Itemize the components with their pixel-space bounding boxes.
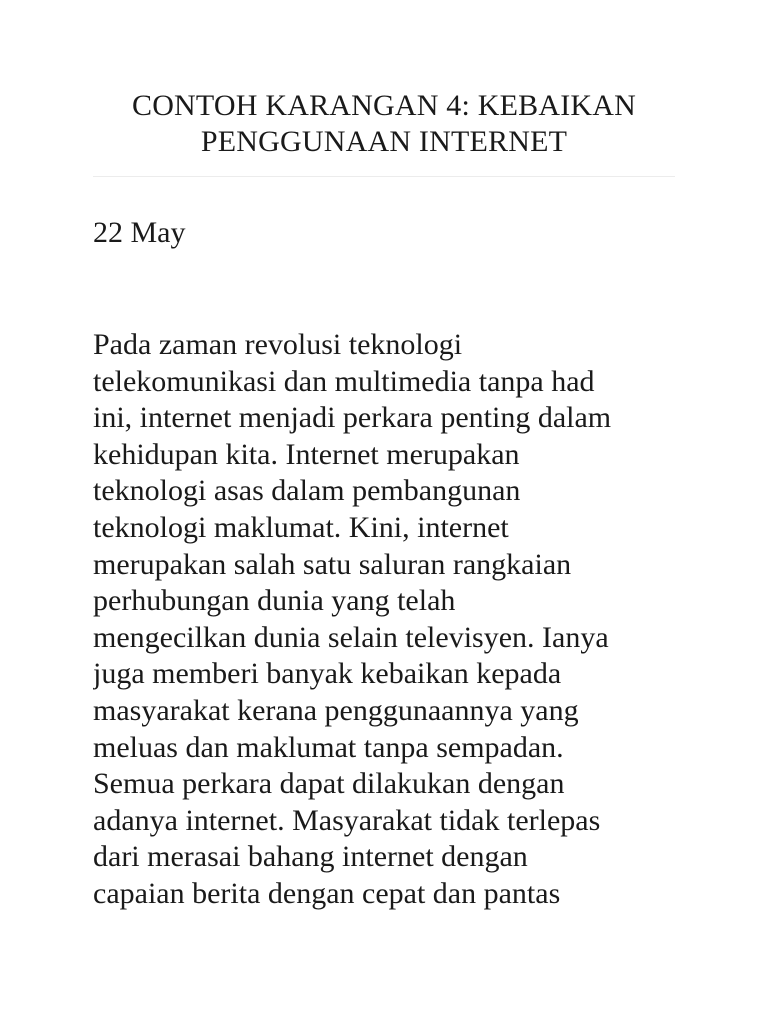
- body-line: juga memberi banyak kebaikan kepada: [93, 657, 562, 691]
- body-line: adanya internet. Masyarakat tidak terlepas: [93, 803, 601, 837]
- body-line: teknologi maklumat. Kini, internet: [93, 510, 509, 544]
- body-line: merupakan salah satu saluran rangkaian: [93, 547, 572, 581]
- body-line: ini, internet menjadi perkara penting dalam: [93, 401, 612, 435]
- document-title: [93, 0, 675, 160]
- body-line: mengecilkan dunia selain televisyen. Ianya: [93, 620, 609, 654]
- body-line: telekomunikasi dan multimedia tanpa had: [93, 364, 595, 398]
- title-line-2: PENGGUNAAN INTERNET: [200, 125, 568, 158]
- body-line: Semua perkara dapat dilakukan dengan: [93, 767, 565, 801]
- article-body: [93, 327, 675, 913]
- body-line: perhubungan dunia yang telah: [93, 584, 456, 618]
- body-line: masyarakat kerana penggunaannya yang: [93, 693, 579, 727]
- body-line: kehidupan kita. Internet merupakan: [93, 437, 520, 471]
- title-divider: [93, 176, 675, 177]
- body-line: capaian berita dengan cepat dan pantas: [93, 876, 561, 910]
- body-line: Pada zaman revolusi teknologi: [93, 328, 463, 361]
- post-date: 22 May: [93, 216, 186, 249]
- title-line-1: CONTOH KARANGAN 4: KEBAIKAN: [131, 89, 636, 122]
- document-page: [93, 0, 675, 913]
- body-line: dari merasai bahang internet dengan: [93, 840, 528, 874]
- body-line: meluas dan maklumat tanpa sempadan.: [93, 730, 564, 764]
- body-line: teknologi asas dalam pembangunan: [93, 474, 521, 508]
